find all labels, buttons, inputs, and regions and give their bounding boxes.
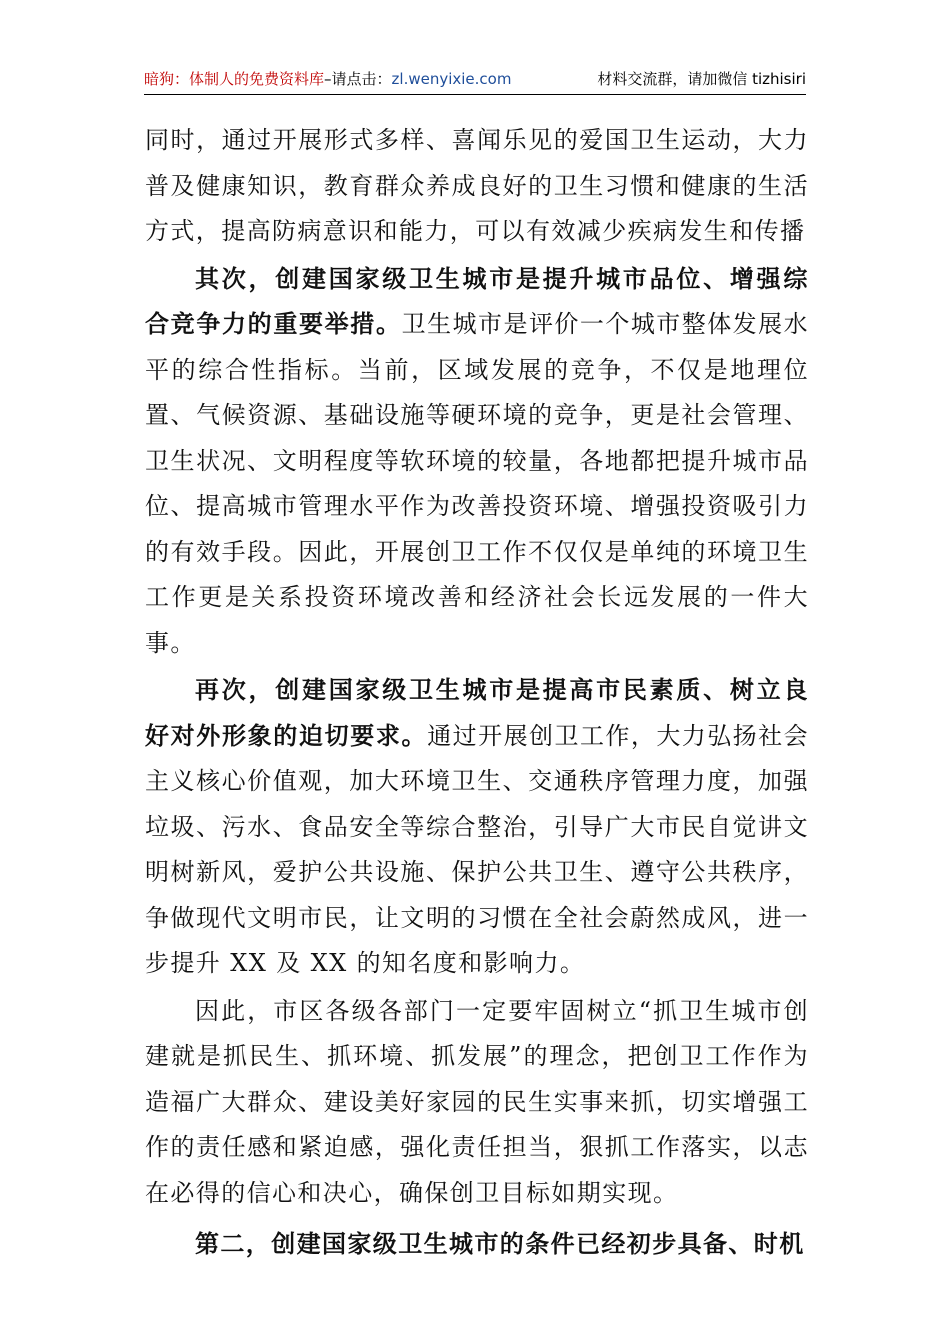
header-url-link[interactable]: zl.wenyixie.com <box>391 70 512 88</box>
paragraph-3-lead: 再次，创建国家级卫生城市是提高市民素质、树立良好对外形象的迫切要求。 <box>145 676 809 750</box>
paragraph-2-lead: 其次，创建国家级卫生城市是提升城市品位、增强综合竞争力的重要举措。 <box>145 264 809 338</box>
paragraph-3-text: 通过开展创卫工作，大力弘扬社会主义核心价值观，加大环境卫生、交通秩序管理力度，加强垃圾、污水、食品安全等综合整治，引导广大市民自觉讲文明树新风，爱护公共设施、保护公共卫生、遵守公共秩序，争做现代文明市民，让文明的习惯在全社会蔚然成风，进一步提升 XX 及 XX 的知名度和影响力。 <box>145 721 809 977</box>
header-group-note: 材料交流群，请加微信 tizhisiri <box>597 70 806 88</box>
paragraph-3 <box>145 668 809 987</box>
document-body <box>145 118 809 1268</box>
paragraph-2-text: 卫生城市是评价一个城市整体发展水平的综合性指标。当前，区域发展的竞争，不仅是地理位置、气候资源、基础设施等硬环境的竞争，更是社会管理、卫生状况、文明程度等软环境的较量，各地都把提升城市品位、提高城市管理水平作为改善投资环境、增强投资吸引力的有效手段。因此，开展创卫工作不仅仅是单纯的环境卫生工作更是关系投资环境改善和经济社会长远发展的一件大事。 <box>145 310 809 657</box>
paragraph-2 <box>145 257 809 667</box>
header-click-prompt: –请点击： <box>324 70 392 88</box>
page-header <box>144 66 806 95</box>
section-heading: 第二，创建国家级卫生城市的条件已经初步具备、时机 <box>195 1230 805 1258</box>
paragraph-4: 因此，市区各级各部门一定要牢固树立“抓卫生城市创建就是抓民生、抓环境、抓发展”的理念，把创卫工作作为造福广大群众、建设美好家园的民生实事来抓，切实增强工作的责任感和紧迫感，强化责任担当，狠抓工作落实，以志在必得的信心和决心，确保创卫目标如期实现。 <box>145 996 809 1207</box>
header-site-name: 暗狗：体制人的免费资料库 <box>144 70 325 88</box>
paragraph-1: 同时，通过开展形式多样、喜闻乐见的爱国卫生运动，大力普及健康知识，教育群众养成良好的卫生习惯和健康的生活方式，提高防病意识和能力，可以有效减少疾病发生和传播 <box>145 126 809 245</box>
